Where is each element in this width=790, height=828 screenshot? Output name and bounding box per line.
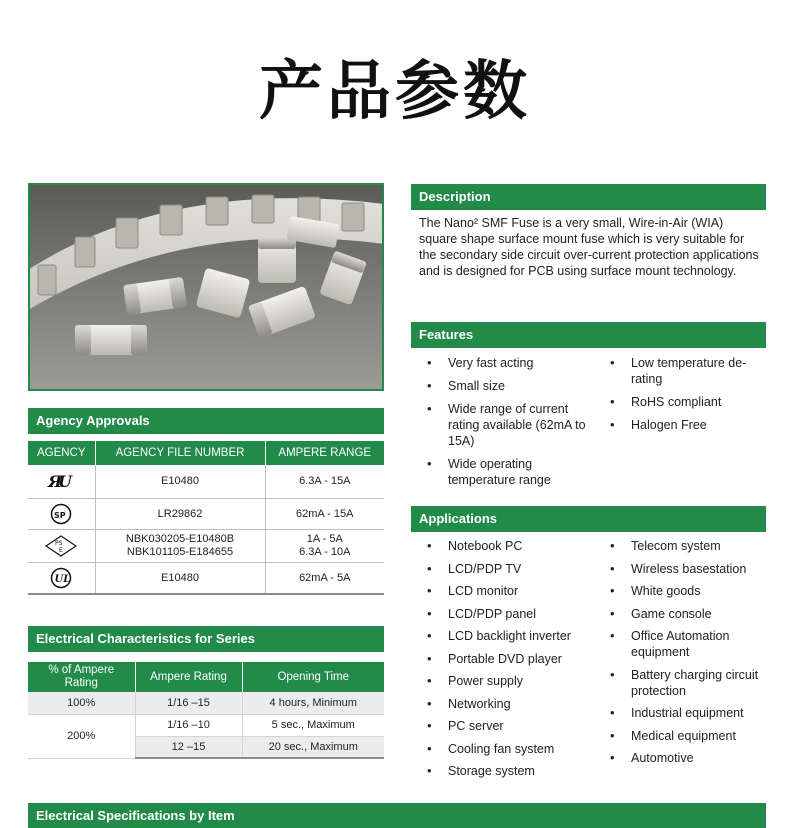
list-item: • RoHS compliant bbox=[602, 394, 766, 410]
svg-text:E: E bbox=[59, 546, 64, 554]
elec-col-opening-time: Opening Time bbox=[242, 662, 384, 692]
agency-file-number: E10480 bbox=[95, 562, 265, 594]
svg-text:PS: PS bbox=[55, 539, 63, 547]
agency-ampere-range: 6.3A - 15A bbox=[265, 465, 384, 498]
agency-icon-cell bbox=[28, 562, 95, 594]
list-item: • Power supply bbox=[419, 673, 594, 689]
features-list-left bbox=[419, 355, 589, 488]
svg-text:SP: SP bbox=[54, 510, 66, 520]
agency-col-agency: AGENCY bbox=[28, 441, 95, 465]
list-item: • White goods bbox=[602, 583, 766, 599]
agency-col-range: AMPERE RANGE bbox=[265, 441, 384, 465]
list-item: • Cooling fan system bbox=[419, 741, 594, 757]
svg-text:Я: Я bbox=[48, 472, 63, 491]
agency-ampere-range: 1A - 5A 6.3A - 10A bbox=[265, 529, 384, 562]
table-row bbox=[28, 714, 384, 736]
description-text: The Nano² SMF Fuse is a very small, Wire-in-Air (WIA) square shape surface mount fuse which is very suitable for the secondary side circuit over-current protection applications and is designed for PCB using surface mount technology. bbox=[419, 216, 759, 278]
list-item: • LCD backlight inverter bbox=[419, 628, 594, 644]
list-item: • LCD/PDP panel bbox=[419, 606, 594, 622]
electrical-characteristics-header: Electrical Characteristics for Series bbox=[28, 626, 384, 652]
fuse-photo-illustration bbox=[30, 185, 382, 389]
description-header: Description bbox=[411, 184, 766, 210]
features-header: Features bbox=[411, 322, 766, 348]
list-item: • Office Automation equipment bbox=[602, 628, 766, 660]
list-item: • Networking bbox=[419, 696, 594, 712]
agency-icon-cell bbox=[28, 498, 95, 529]
elec-percent: 100% bbox=[28, 692, 135, 714]
list-item: • Medical equipment bbox=[602, 728, 766, 744]
features-list-right bbox=[602, 355, 766, 433]
list-item: • Storage system bbox=[419, 763, 594, 779]
list-item: • Low temperature de-rating bbox=[602, 355, 766, 387]
list-item: • Game console bbox=[602, 606, 766, 622]
applications-list-left bbox=[419, 538, 594, 779]
list-item: • Notebook PC bbox=[419, 538, 594, 554]
list-item: • Wireless basestation bbox=[602, 561, 766, 577]
elec-ampere-rating: 12 –15 bbox=[135, 736, 242, 758]
list-item: • Wide range of current rating available (62mA to 15A) bbox=[419, 401, 589, 449]
agency-ampere-range: 62mA - 15A bbox=[265, 498, 384, 529]
list-item: • Battery charging circuit protection bbox=[602, 667, 766, 699]
list-item: • Portable DVD player bbox=[419, 651, 594, 667]
table-row bbox=[28, 562, 384, 594]
agency-icon-cell bbox=[28, 465, 95, 498]
ul-listed-icon bbox=[50, 567, 72, 589]
list-item: • Halogen Free bbox=[602, 417, 766, 433]
agency-approvals-header: Agency Approvals bbox=[28, 408, 384, 434]
svg-text:UL: UL bbox=[54, 573, 71, 585]
elec-opening-time: 5 sec., Maximum bbox=[242, 714, 384, 736]
list-item: • Automotive bbox=[602, 750, 766, 766]
ul-recognized-icon bbox=[46, 472, 76, 490]
list-item: • PC server bbox=[419, 718, 594, 734]
table-row bbox=[28, 692, 384, 714]
list-item: • Telecom system bbox=[602, 538, 766, 554]
agency-file-number: LR29862 bbox=[95, 498, 265, 529]
agency-ampere-range: 62mA - 5A bbox=[265, 562, 384, 594]
elec-col-ampere: Ampere Rating bbox=[135, 662, 242, 692]
list-item: • LCD/PDP TV bbox=[419, 561, 594, 577]
list-item: • Industrial equipment bbox=[602, 705, 766, 721]
list-item: • Very fast acting bbox=[419, 355, 589, 371]
elec-opening-time: 20 sec., Maximum bbox=[242, 736, 384, 758]
csa-icon bbox=[50, 503, 72, 525]
svg-text:U: U bbox=[58, 472, 73, 491]
table-row bbox=[28, 529, 384, 562]
elec-ampere-rating: 1/16 –10 bbox=[135, 714, 242, 736]
agency-file-number: E10480 bbox=[95, 465, 265, 498]
list-item: • LCD monitor bbox=[419, 583, 594, 599]
list-item: • Wide operating temperature range bbox=[419, 456, 589, 488]
table-row bbox=[28, 498, 384, 529]
elec-opening-time: 4 hours, Minimum bbox=[242, 692, 384, 714]
applications-header: Applications bbox=[411, 506, 766, 532]
agency-file-number: NBK030205-E10480B NBK101105-E184655 bbox=[95, 529, 265, 562]
elec-col-percent: % of Ampere Rating bbox=[28, 662, 135, 692]
agency-table bbox=[28, 441, 384, 595]
page-title: 产品参数 bbox=[259, 55, 531, 129]
applications-list-right bbox=[602, 538, 766, 766]
elec-percent: 200% bbox=[28, 714, 135, 758]
electrical-characteristics-table bbox=[28, 662, 384, 759]
agency-col-file: AGENCY FILE NUMBER bbox=[95, 441, 265, 465]
pse-icon bbox=[45, 535, 77, 557]
list-item: • Small size bbox=[419, 378, 589, 394]
electrical-specifications-header: Electrical Specifications by Item bbox=[28, 803, 766, 828]
product-photo bbox=[28, 183, 384, 391]
table-row bbox=[28, 465, 384, 498]
elec-ampere-rating: 1/16 –15 bbox=[135, 692, 242, 714]
agency-icon-cell bbox=[28, 529, 95, 562]
